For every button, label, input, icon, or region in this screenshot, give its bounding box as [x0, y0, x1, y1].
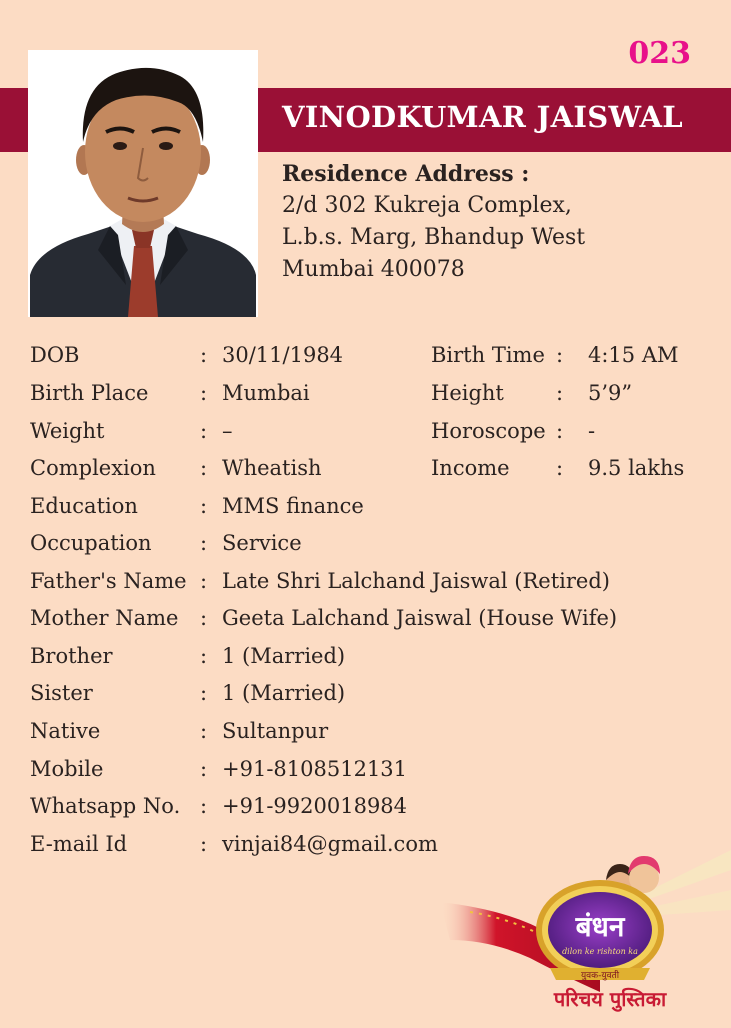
profile-number: 023	[628, 36, 691, 71]
detail-label: Whatsapp No.	[30, 794, 181, 818]
detail-value: Wheatish	[222, 456, 322, 480]
detail-label: Complexion	[30, 456, 156, 480]
detail-value: 9.5 lakhs	[588, 456, 685, 480]
detail-colon: :	[556, 343, 564, 367]
detail-label: Brother	[30, 644, 113, 668]
detail-colon: :	[200, 606, 208, 630]
detail-colon: :	[200, 419, 208, 443]
address-line-3: Mumbai 400078	[282, 257, 465, 282]
detail-label: Father's Name	[30, 569, 187, 593]
detail-label: Horoscope	[431, 419, 546, 443]
detail-value: Service	[222, 531, 302, 555]
detail-label: Height	[431, 381, 504, 405]
detail-value: Mumbai	[222, 381, 310, 405]
candidate-name: VINODKUMAR JAISWAL	[282, 100, 683, 134]
detail-colon: :	[200, 569, 208, 593]
detail-colon: :	[556, 381, 564, 405]
detail-label: E-mail Id	[30, 832, 128, 856]
detail-label: Mobile	[30, 757, 104, 781]
detail-label: Birth Time	[431, 343, 545, 367]
detail-value: vinjai84@gmail.com	[222, 832, 438, 856]
detail-colon: :	[200, 494, 208, 518]
detail-colon: :	[200, 719, 208, 743]
detail-value: 4:15 AM	[588, 343, 679, 367]
detail-value: -	[588, 419, 596, 443]
detail-colon: :	[200, 794, 208, 818]
address-line-1: 2/d 302 Kukreja Complex,	[282, 193, 572, 218]
address-line-2: L.b.s. Marg, Bhandup West	[282, 225, 586, 250]
detail-value: Sultanpur	[222, 719, 329, 743]
detail-label: Occupation	[30, 531, 152, 555]
detail-label: Native	[30, 719, 101, 743]
detail-label: DOB	[30, 343, 80, 367]
logo-title: बंधन	[575, 910, 625, 943]
bandhan-logo	[440, 850, 731, 1024]
detail-colon: :	[200, 343, 208, 367]
detail-value: MMS finance	[222, 494, 364, 518]
logo-subtitle: परिचय पुस्तिका	[553, 987, 667, 1011]
detail-colon: :	[200, 456, 208, 480]
detail-label: Income	[431, 456, 510, 480]
detail-value: 1 (Married)	[222, 644, 346, 668]
detail-value: +91-8108512131	[222, 757, 408, 781]
logo-ribbon: युवक-युवती	[580, 971, 620, 981]
detail-value: +91-9920018984	[222, 794, 408, 818]
detail-colon: :	[200, 531, 208, 555]
detail-value: 30/11/1984	[222, 343, 344, 367]
detail-label: Mother Name	[30, 606, 179, 630]
detail-colon: :	[200, 381, 208, 405]
detail-colon: :	[556, 419, 564, 443]
detail-colon: :	[200, 757, 208, 781]
detail-value: Late Shri Lalchand Jaiswal (Retired)	[222, 569, 610, 593]
detail-label: Birth Place	[30, 381, 149, 405]
detail-value: 1 (Married)	[222, 681, 346, 705]
logo-tagline: dilon ke rishton ka	[562, 947, 638, 956]
detail-label: Weight	[30, 419, 105, 443]
detail-colon: :	[200, 681, 208, 705]
detail-label: Education	[30, 494, 138, 518]
detail-colon: :	[200, 644, 208, 668]
detail-colon: :	[556, 456, 564, 480]
address-heading: Residence Address :	[282, 161, 530, 187]
logo-graphic	[440, 850, 731, 1024]
detail-label: Sister	[30, 681, 93, 705]
detail-value: 5’9”	[588, 381, 633, 405]
detail-value: –	[222, 419, 233, 443]
detail-colon: :	[200, 832, 208, 856]
detail-value: Geeta Lalchand Jaiswal (House Wife)	[222, 606, 618, 630]
